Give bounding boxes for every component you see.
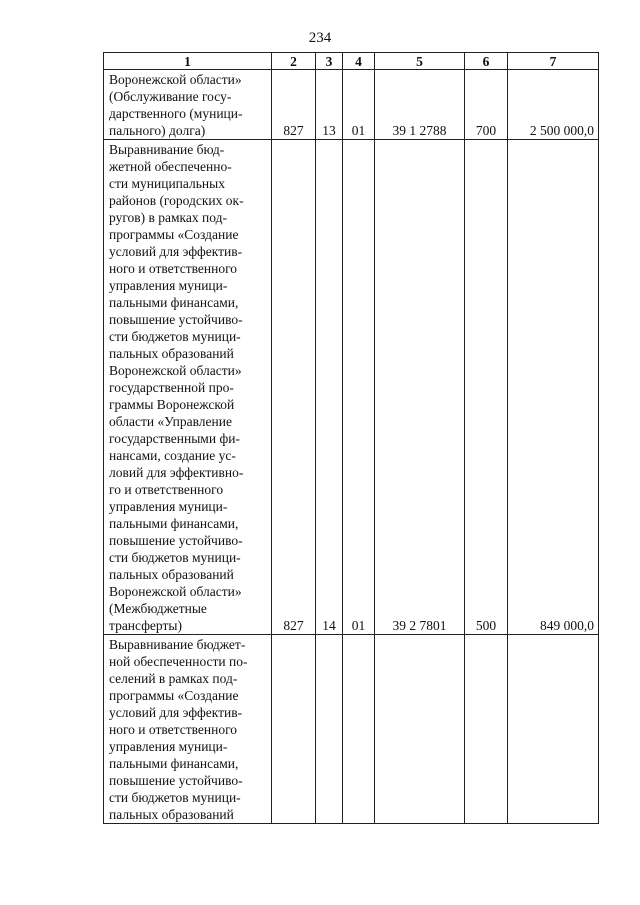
column-header-1: 1 <box>104 53 272 70</box>
column-header-4: 4 <box>343 53 375 70</box>
table-row <box>104 70 599 140</box>
column-header-7: 7 <box>508 53 599 70</box>
row-ministry-code: 827 <box>272 140 316 635</box>
row-description: Воронежской области» (Обслуживание госу- дарственного (муници- пального) долга) <box>104 70 272 140</box>
table-row <box>104 140 599 635</box>
row-section-code: 14 <box>316 140 343 635</box>
row-target-code: 39 2 7801 <box>375 140 465 635</box>
table-header-row <box>104 53 599 70</box>
row-amount: 2 500 000,0 <box>508 70 599 140</box>
budget-table <box>103 52 599 824</box>
table-row <box>104 635 599 824</box>
row-description: Выравнивание бюд- жетной обеспеченно- сти муниципальных районов (городских ок- ругов) в рамках под- программы «Создание условий для эффектив- ного и ответственного управления муници- пальными финансами, повышение устойчиво- сти бюджетов муници- пальных образований Воронежской области» государственной про- граммы Воронежской области «Управление государственными фи- нансами, создание ус- ловий для эффективно- го и ответственного управления муници- пальными финансами, повышение устойчиво- сти бюджетов муници- пальных образований Воронежской области» (Межбюджетные трансферты) <box>104 140 272 635</box>
row-expense-type-code: 700 <box>465 70 508 140</box>
row-description: Выравнивание бюджет- ной обеспеченности по- селений в рамках под- программы «Создание условий для эффектив- ного и ответственного управления муници- пальными финансами, повышение устойчиво- сти бюджетов муници- пальных образований <box>104 635 272 824</box>
column-header-6: 6 <box>465 53 508 70</box>
column-header-3: 3 <box>316 53 343 70</box>
row-subsection-code <box>343 635 375 824</box>
column-header-5: 5 <box>375 53 465 70</box>
row-ministry-code <box>272 635 316 824</box>
row-ministry-code: 827 <box>272 70 316 140</box>
row-expense-type-code <box>465 635 508 824</box>
row-amount <box>508 635 599 824</box>
row-expense-type-code: 500 <box>465 140 508 635</box>
row-target-code <box>375 635 465 824</box>
row-target-code: 39 1 2788 <box>375 70 465 140</box>
page-number: 234 <box>308 30 332 46</box>
column-header-2: 2 <box>272 53 316 70</box>
row-section-code <box>316 635 343 824</box>
row-section-code: 13 <box>316 70 343 140</box>
row-subsection-code: 01 <box>343 70 375 140</box>
row-subsection-code: 01 <box>343 140 375 635</box>
row-amount: 849 000,0 <box>508 140 599 635</box>
